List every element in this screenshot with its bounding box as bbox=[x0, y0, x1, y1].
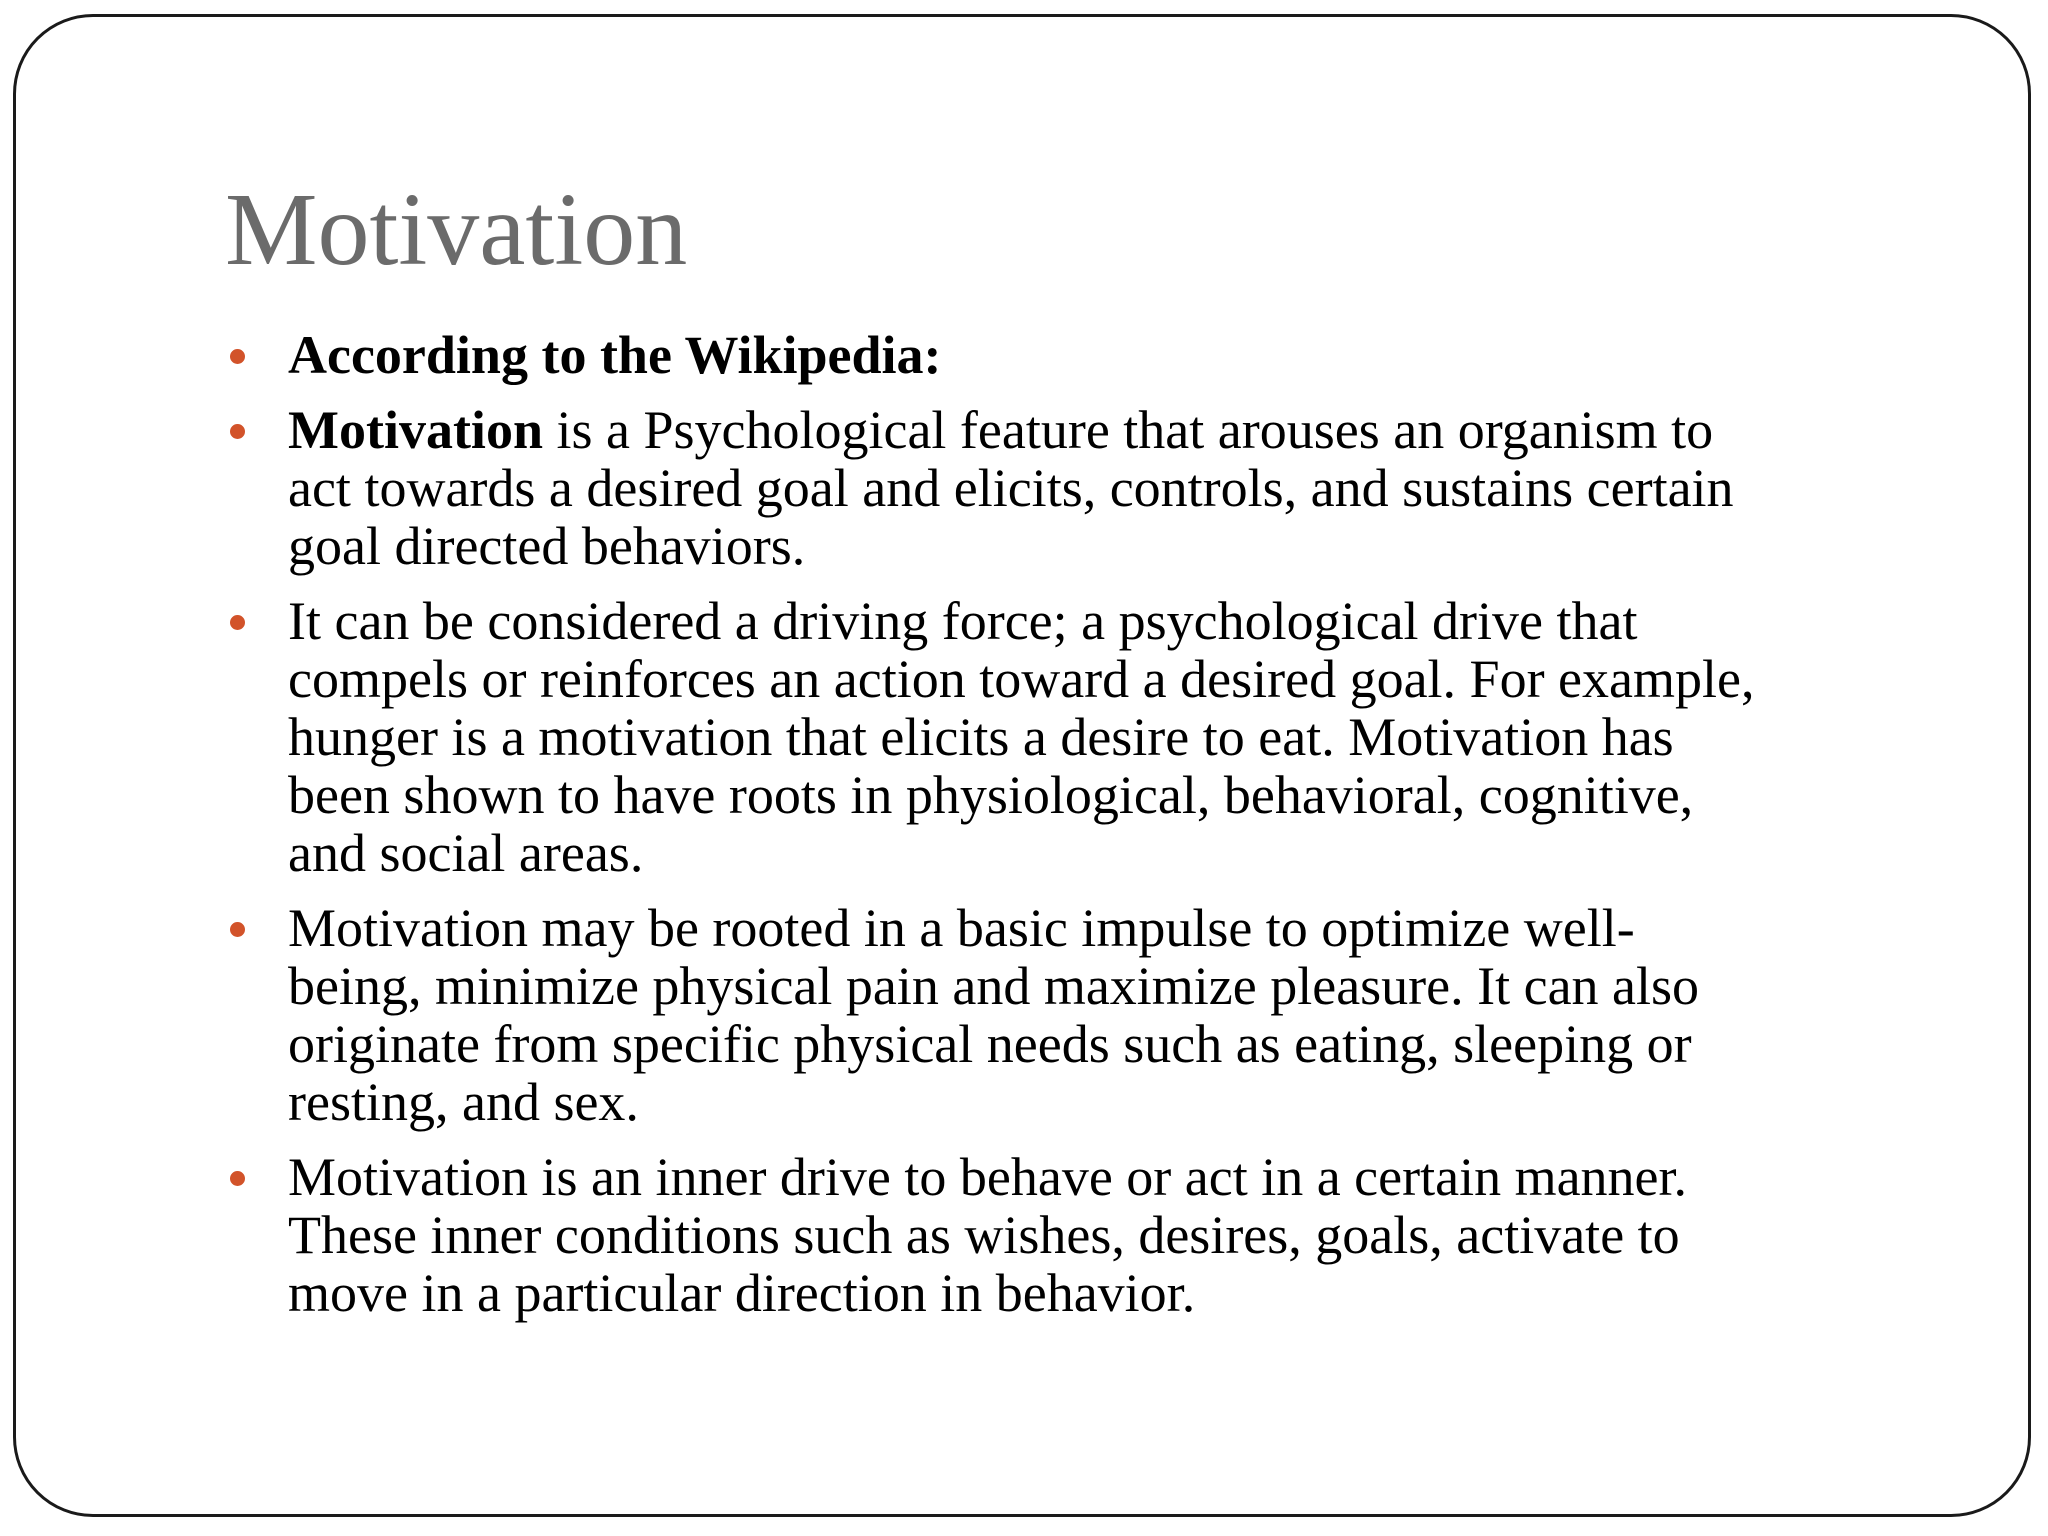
bullet-line: These inner conditions such as wishes, desires, goals, activate to bbox=[288, 1205, 1680, 1265]
bullet-line: resting, and sex. bbox=[288, 1072, 639, 1132]
bullet-dot-icon bbox=[230, 349, 245, 364]
bullet-item-inner-drive bbox=[225, 1148, 1925, 1322]
bullet-line: It can be considered a driving force; a psychological drive that bbox=[288, 591, 1638, 651]
bullet-line: Motivation is an inner drive to behave or act in a certain manner. bbox=[288, 1147, 1688, 1207]
bullet-item-basic-impulse bbox=[225, 899, 1925, 1131]
bullet-dot-icon bbox=[230, 615, 245, 630]
bullet-line: originate from specific physical needs such as eating, sleeping or bbox=[288, 1014, 1692, 1074]
bullet-line: goal directed behaviors. bbox=[288, 516, 806, 576]
bullet-bold-term: Motivation bbox=[288, 400, 543, 460]
bullet-line: hunger is a motivation that elicits a desire to eat. Motivation has bbox=[288, 707, 1674, 767]
bullet-item-definition bbox=[225, 401, 1925, 575]
bullet-line: move in a particular direction in behavior. bbox=[288, 1263, 1196, 1323]
bullet-text: is a Psychological feature that arouses an organism to bbox=[542, 400, 1714, 460]
bullet-line: compels or reinforces an action toward a desired goal. For example, bbox=[288, 649, 1755, 709]
bullet-item-driving-force bbox=[225, 592, 1925, 882]
bullet-line: being, minimize physical pain and maximize pleasure. It can also bbox=[288, 956, 1700, 1016]
bullet-dot-icon bbox=[230, 424, 245, 439]
slide-title: Motivation bbox=[225, 172, 688, 287]
bullet-dot-icon bbox=[230, 1171, 245, 1186]
bullet-text: According to the Wikipedia: bbox=[288, 325, 942, 385]
bullet-line: Motivation may be rooted in a basic impulse to optimize well- bbox=[288, 898, 1635, 958]
bullet-line: been shown to have roots in physiological, behavioral, cognitive, bbox=[288, 765, 1694, 825]
bullet-line: and social areas. bbox=[288, 823, 644, 883]
bullet-item-source bbox=[225, 326, 1925, 384]
bullet-list bbox=[225, 326, 1925, 1339]
bullet-line: act towards a desired goal and elicits, controls, and sustains certain bbox=[288, 458, 1734, 518]
bullet-line bbox=[288, 401, 1925, 459]
bullet-dot-icon bbox=[230, 922, 245, 937]
